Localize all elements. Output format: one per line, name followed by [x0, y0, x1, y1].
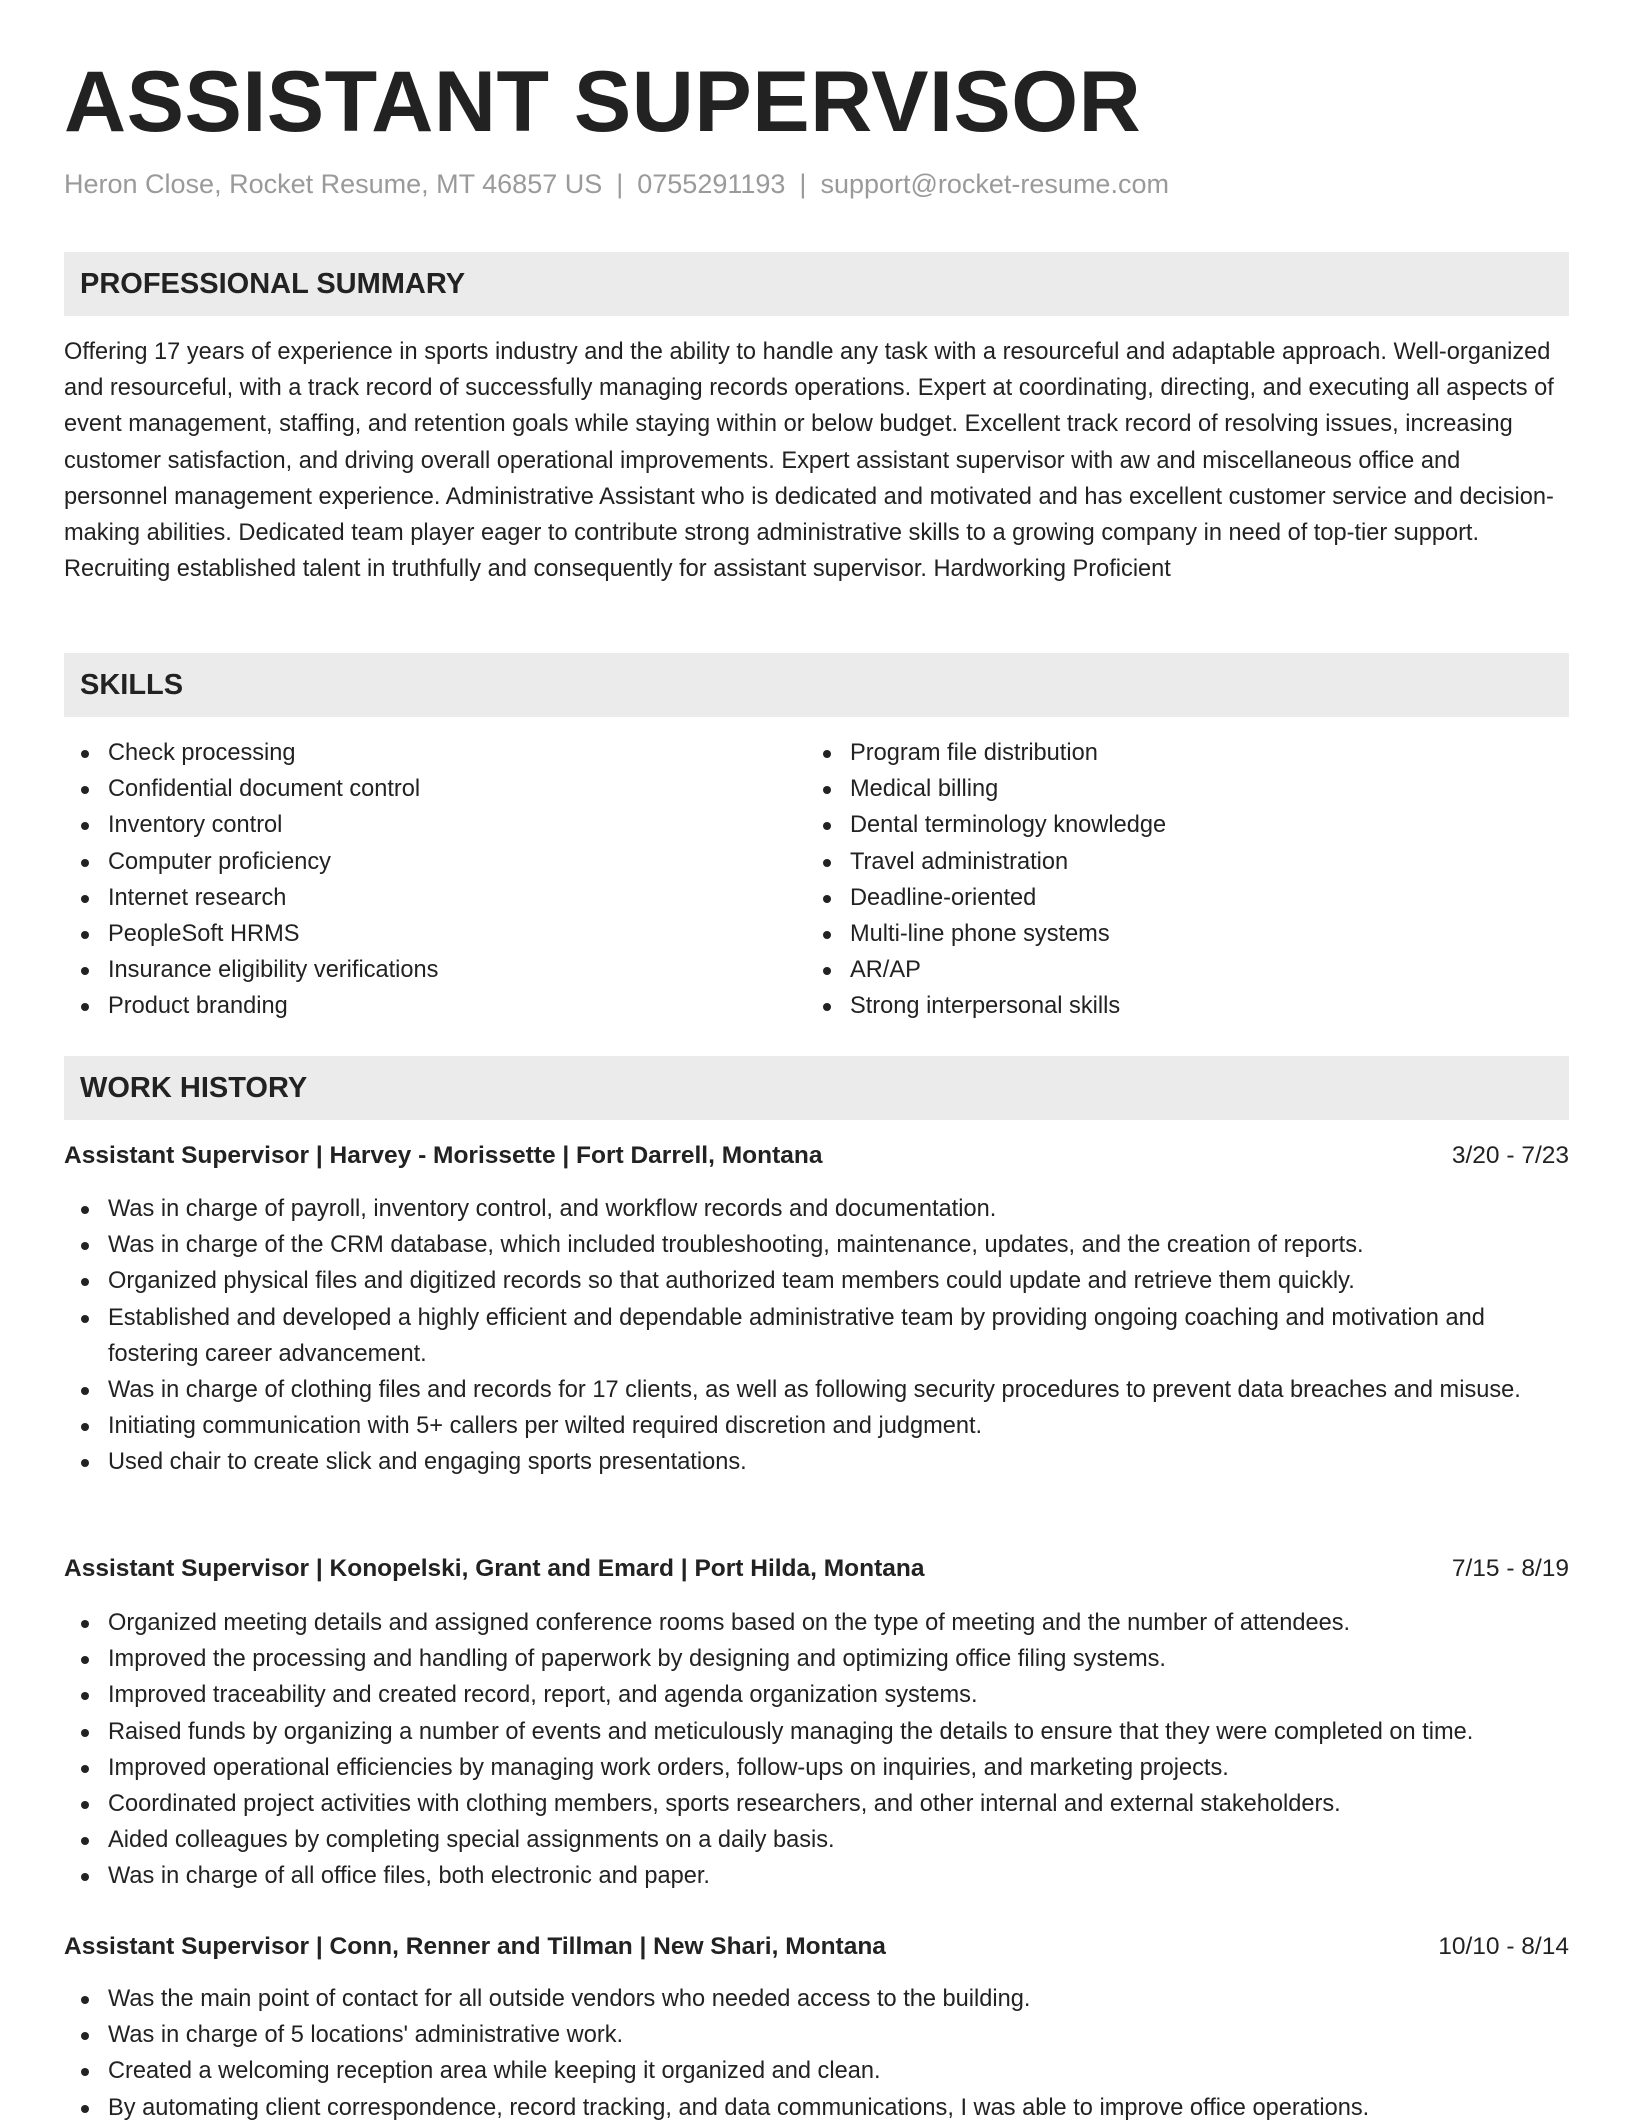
contact-email: support@rocket-resume.com: [820, 169, 1169, 199]
job-bullet: Improved operational efficiencies by managing work orders, follow-ups on inquiries, and marketing projects.: [64, 1750, 1569, 1786]
section-heading-skills: SKILLS: [64, 653, 1569, 717]
job-dates: 10/10 - 8/14: [1438, 1933, 1569, 1960]
job-dates: 7/15 - 8/19: [1451, 1555, 1569, 1582]
contact-address: Heron Close, Rocket Resume, MT 46857 US: [64, 169, 603, 199]
contact-phone: 0755291193: [637, 169, 786, 199]
job-header: [64, 1551, 1569, 1587]
job-title: Assistant Supervisor | Harvey - Morissette | Fort Darrell, Montana: [64, 1142, 823, 1169]
job-header: [64, 1929, 1569, 1965]
job-dates: 3/20 - 7/23: [1451, 1142, 1569, 1169]
resume-name: ASSISTANT SUPERVISOR: [64, 54, 1142, 150]
skill-item: Deadline-oriented: [806, 880, 1566, 916]
job-title: Assistant Supervisor | Konopelski, Grant and Emard | Port Hilda, Montana: [64, 1555, 925, 1582]
job-bullet: Improved traceability and created record, report, and agenda organization systems.: [64, 1677, 1569, 1713]
skill-item: Check processing: [64, 735, 784, 771]
skill-item: Inventory control: [64, 807, 784, 843]
section-heading-work-history: WORK HISTORY: [64, 1056, 1569, 1120]
job-bullet: Was in charge of 5 locations' administrative work.: [64, 2017, 1569, 2053]
contact-line: [64, 166, 1169, 202]
job-responsibilities: [64, 1605, 1569, 1895]
skill-item: Travel administration: [806, 844, 1566, 880]
job-bullet: Aided colleagues by completing special assignments on a daily basis.: [64, 1822, 1569, 1858]
skill-item: PeopleSoft HRMS: [64, 916, 784, 952]
skills-column-right: [806, 735, 1566, 1025]
job-bullet: Initiating communication with 5+ callers per wilted required discretion and judgment.: [64, 1408, 1569, 1444]
skill-item: Strong interpersonal skills: [806, 988, 1566, 1024]
contact-separator: |: [799, 169, 807, 199]
job-bullet: Was in charge of payroll, inventory control, and workflow records and documentation.: [64, 1191, 1569, 1227]
skill-item: Confidential document control: [64, 771, 784, 807]
skill-item: Product branding: [64, 988, 784, 1024]
skill-item: Internet research: [64, 880, 784, 916]
job-bullet: Was in charge of the CRM database, which included troubleshooting, maintenance, updates, and the creation of reports.: [64, 1227, 1569, 1263]
skill-item: Dental terminology knowledge: [806, 807, 1566, 843]
skill-item: Program file distribution: [806, 735, 1566, 771]
job-bullet: Established and developed a highly efficient and dependable administrative team by providing ongoing coaching and motivation and fostering career advancement.: [64, 1300, 1569, 1372]
contact-separator: |: [616, 169, 624, 199]
skill-item: Computer proficiency: [64, 844, 784, 880]
job-bullet: Improved the processing and handling of paperwork by designing and optimizing office filing systems.: [64, 1641, 1569, 1677]
job-responsibilities: [64, 1191, 1569, 1481]
job-bullet: Organized physical files and digitized records so that authorized team members could update and retrieve them quickly.: [64, 1263, 1569, 1299]
job-bullet: Was in charge of all office files, both electronic and paper.: [64, 1858, 1569, 1894]
skill-item: AR/AP: [806, 952, 1566, 988]
section-heading-summary: PROFESSIONAL SUMMARY: [64, 252, 1569, 316]
job-title: Assistant Supervisor | Conn, Renner and Tillman | New Shari, Montana: [64, 1933, 886, 1960]
skill-item: Medical billing: [806, 771, 1566, 807]
job-responsibilities: [64, 1981, 1569, 2126]
job-bullet: By automating client correspondence, record tracking, and data communications, I was able to improve office operations.: [64, 2090, 1569, 2126]
job-bullet: Used chair to create slick and engaging sports presentations.: [64, 1444, 1569, 1480]
skill-item: Multi-line phone systems: [806, 916, 1566, 952]
summary-text: Offering 17 years of experience in sports industry and the ability to handle any task with a resourceful and adaptable approach. Well-organized and resourceful, with a track record of successfully managing records operations. Expert at coordinating, directing, and executing all aspects of event management, staffing, and retention goals while staying within or below budget. Excellent track record of resolving issues, increasing customer satisfaction, and driving overall operational improvements. Expert assistant supervisor with aw and miscellaneous office and personnel management experience. Administrative Assistant who is dedicated and motivated and has excellent customer service and decision-making abilities. Dedicated team player eager to contribute strong administrative skills to a growing company in need of top-tier support. Recruiting established talent in truthfully and consequently for assistant supervisor. Hardworking Proficient: [64, 339, 1554, 583]
skill-item: Insurance eligibility verifications: [64, 952, 784, 988]
job-bullet: Created a welcoming reception area while keeping it organized and clean.: [64, 2053, 1569, 2089]
job-bullet: Coordinated project activities with clothing members, sports researchers, and other internal and external stakeholders.: [64, 1786, 1569, 1822]
job-header: [64, 1138, 1569, 1174]
job-bullet: Organized meeting details and assigned conference rooms based on the type of meeting and the number of attendees.: [64, 1605, 1569, 1641]
skills-column-left: [64, 735, 784, 1025]
job-bullet: Was in charge of clothing files and records for 17 clients, as well as following security procedures to prevent data breaches and misuse.: [64, 1372, 1569, 1408]
job-bullet: Raised funds by organizing a number of events and meticulously managing the details to ensure that they were completed on time.: [64, 1714, 1569, 1750]
job-bullet: Was the main point of contact for all outside vendors who needed access to the building.: [64, 1981, 1569, 2017]
